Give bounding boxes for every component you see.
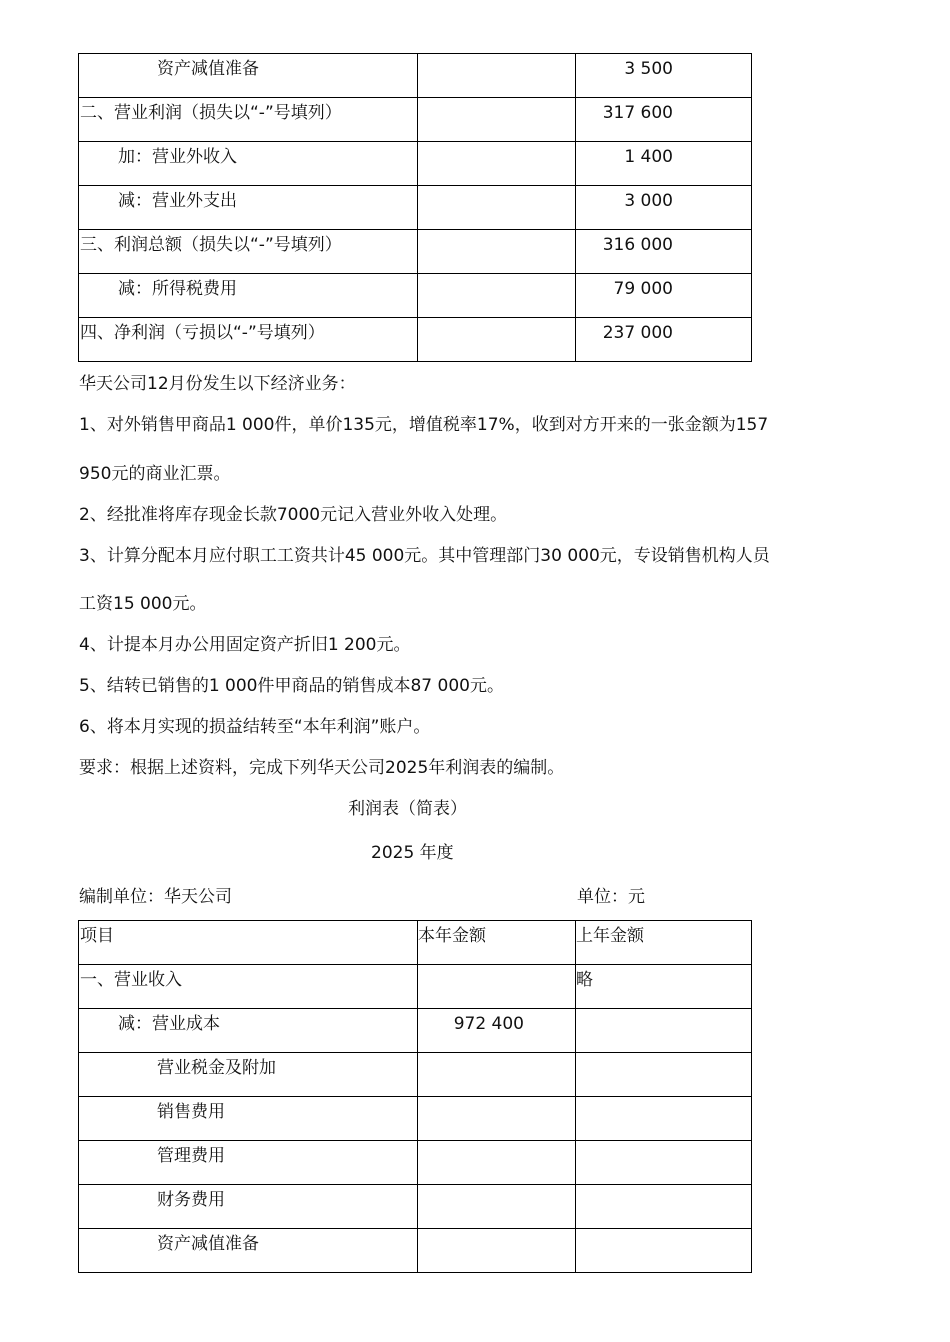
statement-title: 利润表（简表） xyxy=(348,799,467,819)
current-amount xyxy=(418,98,575,102)
item-cell xyxy=(79,965,418,1009)
prior-amount-cell xyxy=(576,1141,752,1185)
current-amount xyxy=(418,230,575,234)
item-label: 减：所得税费用 xyxy=(118,279,237,299)
prior-amount-cell xyxy=(576,274,752,318)
current-amount xyxy=(418,965,575,969)
prior-amount: 略 xyxy=(576,970,593,990)
item-cell xyxy=(79,142,418,186)
business-item-4: 4、计提本月办公用固定资产折旧1 200元。 xyxy=(79,635,411,655)
amount-value: 3 000 xyxy=(624,191,673,211)
business-item-3: 3、计算分配本月应付职工工资共计45 000元。其中管理部门30 000元，专设销售机构人员 xyxy=(79,546,770,566)
prior-amount-cell xyxy=(576,1053,752,1097)
prior-amount xyxy=(576,1141,751,1145)
item-label: 减：营业成本 xyxy=(118,1014,220,1034)
item-label: 财务费用 xyxy=(157,1190,225,1210)
item-label: 销售费用 xyxy=(157,1102,225,1122)
preparer-unit: 编制单位：华天公司 xyxy=(79,887,232,907)
prior-amount-cell xyxy=(576,1229,752,1273)
business-item-3-cont: 工资15 000元。 xyxy=(79,594,207,614)
prior-amount-cell xyxy=(576,965,752,1009)
table-row xyxy=(79,1009,752,1053)
table-header-row xyxy=(79,921,752,965)
current-amount-cell xyxy=(418,186,576,230)
header-cell xyxy=(576,921,752,965)
table-row xyxy=(79,54,752,98)
table-row xyxy=(79,1141,752,1185)
business-item-2: 2、经批准将库存现金长款7000元记入营业外收入处理。 xyxy=(79,505,508,525)
business-item-1-cont: 950元的商业汇票。 xyxy=(79,464,231,484)
item-cell xyxy=(79,318,418,362)
prior-amount xyxy=(576,1053,751,1057)
table-row xyxy=(79,98,752,142)
prior-amount xyxy=(576,1185,751,1189)
item-cell xyxy=(79,1097,418,1141)
item-label: 营业税金及附加 xyxy=(157,1058,276,1078)
current-amount-cell xyxy=(418,230,576,274)
prior-amount xyxy=(576,1009,751,1013)
item-cell xyxy=(79,1185,418,1229)
header-cell xyxy=(418,921,576,965)
current-amount-cell[interactable] xyxy=(418,1009,576,1053)
current-amount xyxy=(418,274,575,278)
amount-value: 237 000 xyxy=(602,323,673,343)
table-row xyxy=(79,1229,752,1273)
table-row xyxy=(79,318,752,362)
prior-income-statement-table xyxy=(78,53,752,362)
prior-amount-cell xyxy=(576,1009,752,1053)
currency-unit: 单位：元 xyxy=(577,887,645,907)
table-row xyxy=(79,142,752,186)
prior-amount xyxy=(576,1097,751,1101)
requirement-text: 要求：根据上述资料，完成下列华天公司2025年利润表的编制。 xyxy=(79,758,565,778)
header-cell xyxy=(79,921,418,965)
prior-amount-cell xyxy=(576,1185,752,1229)
amount-value: 3 500 xyxy=(624,59,673,79)
table-row xyxy=(79,965,752,1009)
current-amount-cell[interactable] xyxy=(418,1229,576,1273)
current-amount: 972 400 xyxy=(453,1014,524,1034)
item-label: 资产减值准备 xyxy=(157,59,259,79)
prior-amount-cell xyxy=(576,186,752,230)
current-amount-cell xyxy=(418,98,576,142)
prior-amount-cell xyxy=(576,318,752,362)
table-row xyxy=(79,274,752,318)
header-current: 本年金额 xyxy=(418,926,486,946)
current-amount xyxy=(418,1053,575,1057)
current-amount-cell[interactable] xyxy=(418,1097,576,1141)
current-amount xyxy=(418,142,575,146)
item-cell xyxy=(79,1229,418,1273)
current-amount-cell[interactable] xyxy=(418,1185,576,1229)
prior-amount xyxy=(576,1229,751,1233)
current-amount-cell xyxy=(418,274,576,318)
table-row xyxy=(79,1185,752,1229)
current-amount-cell[interactable] xyxy=(418,1053,576,1097)
current-amount xyxy=(418,318,575,322)
current-amount xyxy=(418,1097,575,1101)
item-label: 一、营业收入 xyxy=(80,970,182,990)
header-prior: 上年金额 xyxy=(576,926,644,946)
amount-value: 1 400 xyxy=(624,147,673,167)
table-row xyxy=(79,1053,752,1097)
current-amount xyxy=(418,54,575,58)
item-label: 加：营业外收入 xyxy=(118,147,237,167)
item-cell xyxy=(79,1009,418,1053)
current-amount xyxy=(418,1141,575,1145)
item-cell xyxy=(79,230,418,274)
income-statement-table xyxy=(78,920,752,1273)
current-amount-cell[interactable] xyxy=(418,965,576,1009)
item-cell xyxy=(79,274,418,318)
item-cell xyxy=(79,98,418,142)
prior-amount-cell xyxy=(576,54,752,98)
business-item-5: 5、结转已销售的1 000件甲商品的销售成本87 000元。 xyxy=(79,676,504,696)
item-label: 减：营业外支出 xyxy=(118,191,237,211)
business-item-6: 6、将本月实现的损益结转至“本年利润”账户。 xyxy=(79,717,431,737)
table-row xyxy=(79,1097,752,1141)
current-amount-cell xyxy=(418,318,576,362)
item-cell xyxy=(79,1053,418,1097)
item-label: 二、营业利润（损失以“-”号填列） xyxy=(80,103,342,123)
current-amount xyxy=(418,1185,575,1189)
current-amount-cell xyxy=(418,142,576,186)
table-row xyxy=(79,230,752,274)
amount-value: 79 000 xyxy=(613,279,673,299)
business-item-1: 1、对外销售甲商品1 000件，单价135元，增值税率17%，收到对方开来的一张金额为157 xyxy=(79,415,769,435)
prior-amount-cell xyxy=(576,98,752,142)
item-label: 资产减值准备 xyxy=(157,1234,259,1254)
current-amount-cell[interactable] xyxy=(418,1141,576,1185)
header-item: 项目 xyxy=(80,926,114,946)
table-row xyxy=(79,186,752,230)
item-label: 三、利润总额（损失以“-”号填列） xyxy=(80,235,342,255)
current-amount xyxy=(418,186,575,190)
prior-amount-cell xyxy=(576,142,752,186)
item-label: 管理费用 xyxy=(157,1146,225,1166)
prior-amount-cell xyxy=(576,1097,752,1141)
item-cell xyxy=(79,1141,418,1185)
item-cell xyxy=(79,54,418,98)
intro-text: 华天公司12月份发生以下经济业务： xyxy=(79,374,356,394)
current-amount xyxy=(418,1229,575,1233)
item-label: 四、净利润（亏损以“-”号填列） xyxy=(80,323,325,343)
statement-year: 2025 年度 xyxy=(371,843,454,863)
prior-amount-cell xyxy=(576,230,752,274)
item-cell xyxy=(79,186,418,230)
amount-value: 317 600 xyxy=(602,103,673,123)
amount-value: 316 000 xyxy=(602,235,673,255)
current-amount-cell xyxy=(418,54,576,98)
